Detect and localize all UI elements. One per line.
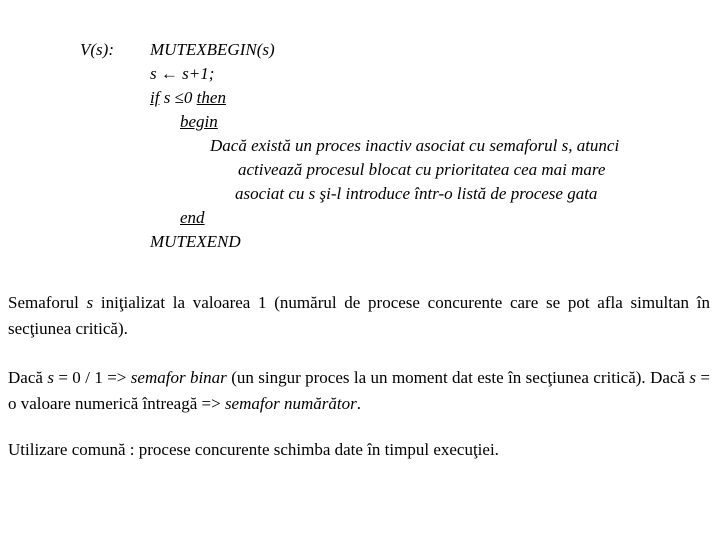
text-segment: Semaforul: [8, 293, 87, 312]
keyword-then: then: [196, 88, 226, 107]
code-comment-line-3: asociat cu s şi-l introduce într-o listă de procese gata: [235, 184, 598, 203]
paragraph-semaphore-types: [8, 365, 710, 417]
variable-s: s: [86, 293, 94, 312]
code-comment-line-2: activează procesul blocat cu prioritatea cea mai mare: [238, 160, 606, 179]
less-equal-icon: ≤: [174, 88, 184, 107]
code-line-mutexend: MUTEXEND: [150, 232, 241, 251]
text-segment: Dacă: [8, 368, 48, 387]
procedure-label: V(s):: [80, 40, 114, 59]
code-line-if: [150, 86, 226, 110]
paragraph-initialization: [8, 290, 710, 342]
keyword-if: if: [150, 88, 160, 107]
keyword-end: end: [180, 208, 205, 227]
code-line-mutexbegin: MUTEXBEGIN(s): [150, 40, 275, 59]
text-segment: = o valoare numerică întreagă =>: [8, 368, 710, 413]
code-line-increment: [150, 62, 214, 86]
paragraph-common-usage: Utilizare comună : procese concurente schimba date în timpul execuţiei.: [8, 440, 499, 459]
text-segment: iniţializat la valoarea 1 (numărul de procese concurente care se pot afla simultan în secţiunea critică).: [8, 293, 710, 338]
text-segment: (un singur proces la un moment dat este în secţiunea critică). Dacă: [226, 368, 690, 387]
code-comment-line-1: Dacă există un proces inactiv asociat cu semaforul s, atunci: [210, 136, 620, 155]
variable-s: s: [689, 368, 696, 387]
text-segment: = 0 / 1 =>: [53, 368, 131, 387]
term-binary-semaphore: semafor binar: [130, 368, 227, 387]
code-var-s: s: [150, 64, 157, 83]
term-counting-semaphore: semafor numărător: [224, 394, 357, 413]
code-zero: 0: [183, 88, 193, 107]
code-var-s: s: [163, 88, 171, 107]
left-arrow-icon: ←: [160, 64, 178, 83]
text-segment: .: [356, 394, 361, 413]
keyword-begin: begin: [180, 112, 218, 131]
code-expression: s+1;: [182, 64, 215, 83]
variable-s: s: [47, 368, 54, 387]
